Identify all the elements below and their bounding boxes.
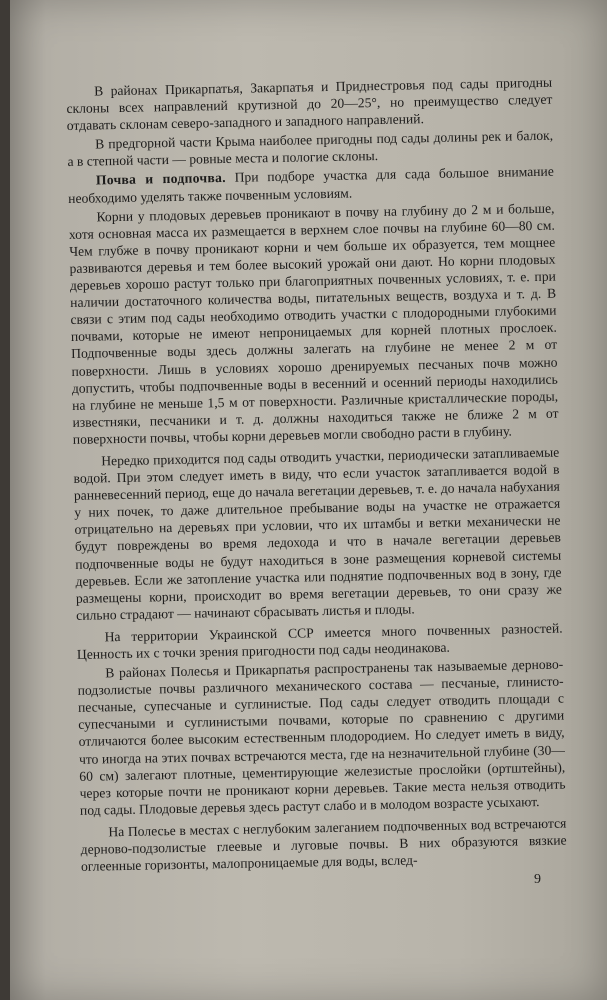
page-number: 9: [534, 872, 541, 887]
paragraph-6: На территории Украинской ССР имеется много почвенных разностей. Ценность их с точки зрения пригодности под сады неодинакова.: [76, 620, 563, 662]
paragraph-7: В районах Полесья и Прикарпатья распространены так называемые дерново-подзолистые почвы различного механического состава — песчаные, глинисто-песчаные, супесчаные и суглинистые. Под сады следует отводить площади с супесчаными и суглинистыми почвами, которые по сравнению с другими отличаются более высоким естественным плодородием. Но следует иметь в виду, что иногда на этих почвах встречаются места, где на незначительной глубине (30—60 см) залегают плотные, цементирующие железистые прослойки (ортштейны), через которые почти не проникают корни деревьев. Такие места нельзя отводить под сады. Плодовые деревья здесь растут слабо и в молодом возрасте усыхают.: [77, 656, 566, 818]
paragraph-8: На Полесье в местах с неглубоким залеганием подпочвенных вод встречаются дерново-подзолистые глеевые и луговые почвы. В них образуются вязкие оглеенные горизонты, малопроницаемые для воды, вслед-: [80, 815, 567, 874]
paragraph-1: В районах Прикарпатья, Закарпатья и Приднестровья под сады пригодны склоны всех направлений крутизной до 20—25°, но преимущество следует отдавать склонам северо-западного и западного направлений.: [66, 74, 553, 134]
paragraph-2: В предгорной части Крыма наиболее пригодны под сады долины рек и балок, а в степной части — ровные места и пологие склоны.: [67, 127, 554, 170]
section-intro-text: При подборе участка для сада большое внимание необходимо уделять также почвенным условиям.: [68, 164, 554, 206]
body-text: [66, 74, 567, 880]
book-page: [10, 0, 607, 1000]
paragraph-5: Нередко приходится под сады отводить участки, периодически затапливаемые водой. При этом следует иметь в виду, что если участок затапливается водой в ранневесенний период, еще до начала вегетации деревьев, т. е. до начала набухания у них почек, то даже длительное пребывание воды на участке не отражается отрицательно на деревьях при условии, что их штамбы и ветки механически не будут повреждены во время ледохода и что в начале вегетации деревьев подпочвенные воды не будут находиться в зоне размещения корневой системы деревьев. Если же затопление участка или поднятие подпочвенных вод в зону, где размещены корни, происходит во время вегетации деревьев, то они сразу же сильно страдают — начинают сбрасывать листья и плоды.: [73, 444, 562, 623]
paragraph-4: Корни у плодовых деревьев проникают в почву на глубину до 2 м и больше, хотя основная масса их размещается в верхнем слое почвы на глубине 60—80 см. Чем глубже в почву проникают корни и чем больше их образуется, тем мощнее развиваются деревья и тем более высокий урожай они дают. Но корни плодовых деревьев хорошо растут только при благоприятных почвенных условиях, т. е. при наличии достаточного количества воды, питательных веществ, воздуха и т. д. В связи с этим под сады необходимо отводить участки с плодородными глубокими почвами, которые не имеют непроницаемых для корней плотных прослоек. Подпочвенные воды здесь должны залегать на глубине не менее 2 м от поверхности. Лишь в условиях хорошо дренируемых песчаных почв можно допустить, чтобы подпочвенные воды в весенний и осенний периоды находились на глубине не меньше 1,5 м от поверхности. Различные кристаллические породы, известняки, песчаники и т. д. должны находиться также не ближе 2 м от поверхности почвы, чтобы корни деревьев могли свободно расти в глубину.: [68, 200, 559, 447]
section-heading: Почва и подпочва.: [95, 170, 226, 188]
